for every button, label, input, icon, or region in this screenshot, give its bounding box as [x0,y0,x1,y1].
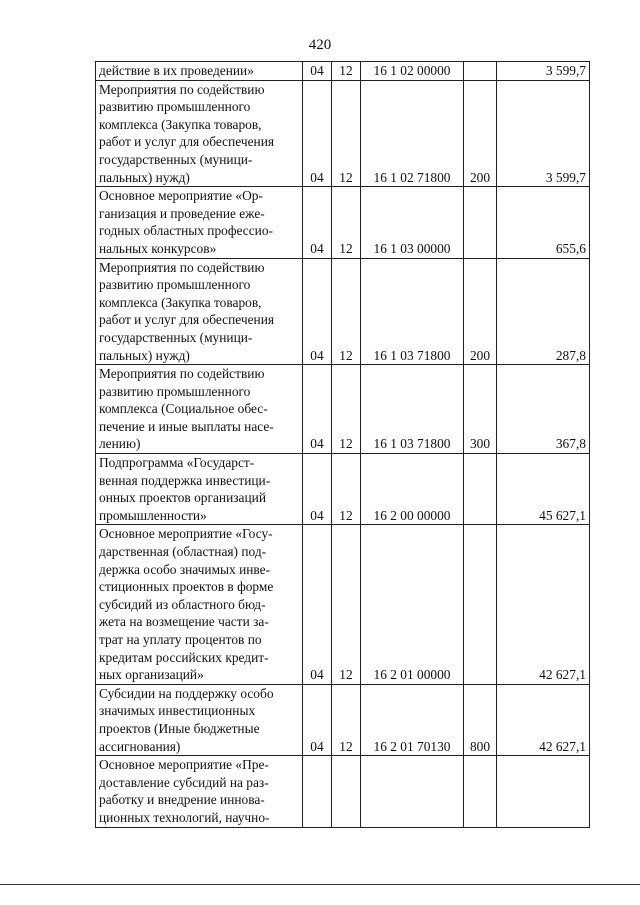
row-expense-type: 800 [464,684,497,755]
row-expense-type [464,62,497,81]
row-section: 04 [303,187,332,258]
table-row [96,365,590,454]
row-subsection: 12 [332,80,361,187]
row-expense-type: 200 [464,258,497,365]
row-expense-type [464,756,497,827]
page-number: 420 [308,37,332,53]
row-amount: 45 627,1 [497,454,590,525]
table-row [96,258,590,365]
row-name: Субсидии на поддержку особо значимых инвестиционных проектов (Иные бюджетные ассигнования) [96,684,303,755]
row-amount: 3 599,7 [497,62,590,81]
row-subsection: 12 [332,258,361,365]
row-section: 04 [303,365,332,454]
table-row [96,62,590,81]
row-target-article: 16 1 02 71800 [361,80,464,187]
table-row [96,80,590,187]
row-section: 04 [303,62,332,81]
budget-table [95,61,590,828]
table-row [96,684,590,755]
row-amount [497,756,590,827]
row-section: 04 [303,684,332,755]
row-name: действие в их проведении» [96,62,303,81]
table-row [96,525,590,684]
row-section: 04 [303,80,332,187]
row-target-article: 16 1 03 71800 [361,365,464,454]
row-subsection: 12 [332,525,361,684]
table-row [96,454,590,525]
row-name: Основное мероприятие «Госу- дарственная (областная) под- держка особо значимых инве- стиционных проектов в форме субсидий из областного бюд- жета на возмещение части за- трат на уплату процентов по кредитам российских кредит- ных организаций» [96,525,303,684]
row-amount: 655,6 [497,187,590,258]
row-target-article: 16 1 02 00000 [361,62,464,81]
page-bottom-rule [0,884,640,885]
row-amount: 42 627,1 [497,684,590,755]
row-name: Мероприятия по содействию развитию промышленного комплекса (Социальное обес- печение и иные выплаты насе- лению) [96,365,303,454]
row-name: Мероприятия по содействию развитию промышленного комплекса (Закупка товаров, работ и услуг для обеспечения государственных (муници- пальных) нужд) [96,258,303,365]
row-name: Основное мероприятие «Ор- ганизация и проведение еже- годных областных профессио- нальных конкурсов» [96,187,303,258]
row-name: Мероприятия по содействию развитию промышленного комплекса (Закупка товаров, работ и услуг для обеспечения государственных (муници- пальных) нужд) [96,80,303,187]
table-row [96,756,590,827]
table-row [96,187,590,258]
row-subsection: 12 [332,684,361,755]
row-expense-type: 200 [464,80,497,187]
row-target-article: 16 2 01 70130 [361,684,464,755]
row-expense-type [464,454,497,525]
row-amount: 3 599,7 [497,80,590,187]
row-name: Подпрограмма «Государст- венная поддержка инвестици- онных проектов организаций промышленности» [96,454,303,525]
row-target-article [361,756,464,827]
row-expense-type [464,187,497,258]
row-amount: 287,8 [497,258,590,365]
row-section: 04 [303,258,332,365]
row-section: 04 [303,525,332,684]
row-section: 04 [303,454,332,525]
row-subsection: 12 [332,62,361,81]
row-amount: 42 627,1 [497,525,590,684]
row-target-article: 16 2 01 00000 [361,525,464,684]
row-amount: 367,8 [497,365,590,454]
row-subsection [332,756,361,827]
row-expense-type [464,525,497,684]
row-subsection: 12 [332,187,361,258]
row-target-article: 16 1 03 71800 [361,258,464,365]
row-section [303,756,332,827]
row-target-article: 16 2 00 00000 [361,454,464,525]
row-expense-type: 300 [464,365,497,454]
row-target-article: 16 1 03 00000 [361,187,464,258]
row-subsection: 12 [332,454,361,525]
row-subsection: 12 [332,365,361,454]
row-name: Основное мероприятие «Пре- доставление субсидий на раз- работку и внедрение иннова- ционных технологий, научно- [96,756,303,827]
